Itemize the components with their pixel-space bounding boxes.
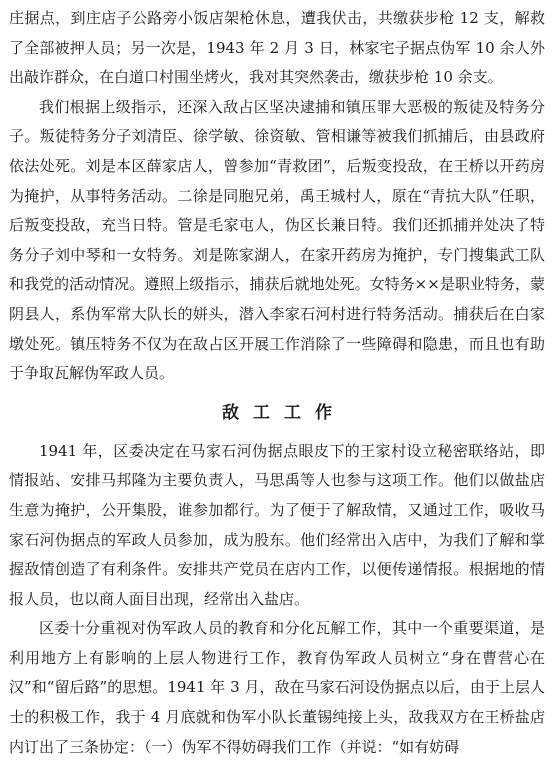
section-title: 敌工工作 (222, 402, 346, 423)
paragraph-ambush: 庄据点，到庄店子公路旁小饭店架枪休息，遭我伏击，共缴获步枪 12 支，解救了全部被押人员；另一次是，1943 年 2 月 3 日，林家宅子据点伪军 10 余人外出敲诈群众，在白道口村围坐烤火，我对其突然袭击，缴获步枪 10 余支。 (9, 9, 545, 87)
paragraph-suppress-spies: 我们根据上级指示，还深入敌占区坚决逮捕和镇压罪大恶极的叛徒及特务分子。叛徒特务分子刘清臣、徐学敏、徐资敏、管相谦等被我们抓捕后，由县政府依法处死。刘是本区薛家店人，曾参加“青救团”，后叛变投敌，在王桥以开药房为掩护，从事特务活动。二徐是同胞兄弟，禹王城村人，原在“青抗大队”任职，后叛变投敌，充当日特。管是毛家屯人，伪区长兼日特。我们还抓捕并处决了特务分子刘中琴和一女特务。刘是陈家湖人，在家开药房为掩护，专门搜集武工队和我党的活动情况。遵照上级指示，捕获后就地处死。女特务××是职业特务，蒙阴县人，系伪军常大队长的姘头，潜入李家石河村进行特务活动。捕获后在白家墩处死。镇压特务不仅为在敌占区开展工作消除了一些障碍和隐患，而且也有助于争取瓦解伪军政人员。 (9, 97, 545, 383)
paragraph-enemy-work: 区委十分重视对伪军政人员的教育和分化瓦解工作，其中一个重要渠道，是利用地方上有影响的上层人物进行工作，教育伪军政人员树立“身在曹营心在汉”和“留后路”的思想。1941 年 3 月，敌在马家石河设伪据点以后，由于上层人士的积极工作，我于 4 月底就和伪军小队长董锡纯接上头，敌我双方在王桥盐店内订出了三条协定：（一）伪军不得妨碍我们工作（并说：“如有妨碍 (9, 619, 545, 756)
paragraph-liaison-station: 1941 年，区委决定在马家石河伪据点眼皮下的王家村设立秘密联络站，即情报站、安排马邦隆为主要负责人，马思禹等人也参与这项工作。他们以做盐店生意为掩护，公开集股，谁参加都行。为了便于了解敌情，又通过工作，吸收马家石河伪据点的军政人员参加，成为股东。他们经常出入店中，为我们了解和掌握敌情创造了有利条件。安排共产党员在店内工作，以便传递情报。根据地的情报人员，也以商人面目出现，经常出入盐店。 (9, 441, 545, 608)
